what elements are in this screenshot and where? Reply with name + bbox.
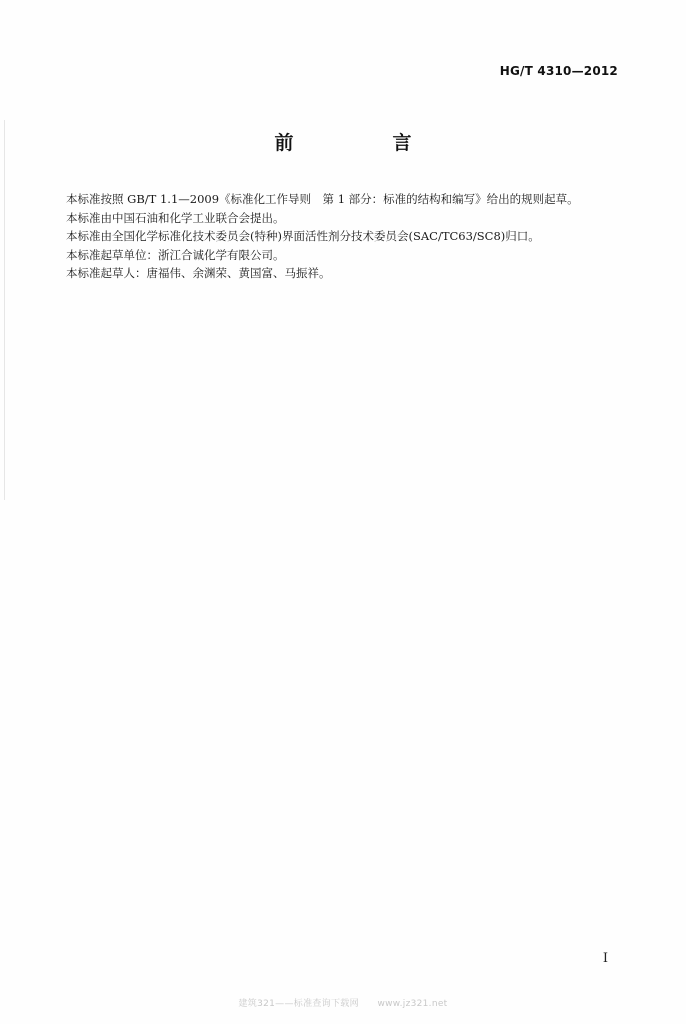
paragraph-drafting-unit: 本标准起草单位：浙江合诚化学有限公司。: [66, 247, 285, 262]
scan-edge-mark: [4, 120, 5, 500]
page-title: 前 言: [274, 132, 452, 154]
watermark: 建筑321——标准查询下载网 www.jz321.net: [238, 999, 448, 1009]
paragraph-drafting-rules: 本标准按照 GB/T 1.1—2009《标准化工作导则 第 1 部分：标准的结构和编写》给出的规则起草。: [66, 192, 579, 206]
paragraph-drafters: 本标准起草人：唐福伟、余渊荣、黄国富、马振祥。: [66, 266, 331, 280]
paragraph-proposer: 本标准由中国石油和化学工业联合会提出。: [66, 210, 285, 225]
foreword-body: [66, 190, 636, 283]
paragraph-committee: 本标准由全国化学标准化技术委员会(特种)界面活性剂分技术委员会(SAC/TC63/SC8)归口。: [66, 229, 540, 243]
page-number: I: [602, 951, 608, 966]
standard-code: HG/T 4310—2012: [499, 64, 618, 78]
